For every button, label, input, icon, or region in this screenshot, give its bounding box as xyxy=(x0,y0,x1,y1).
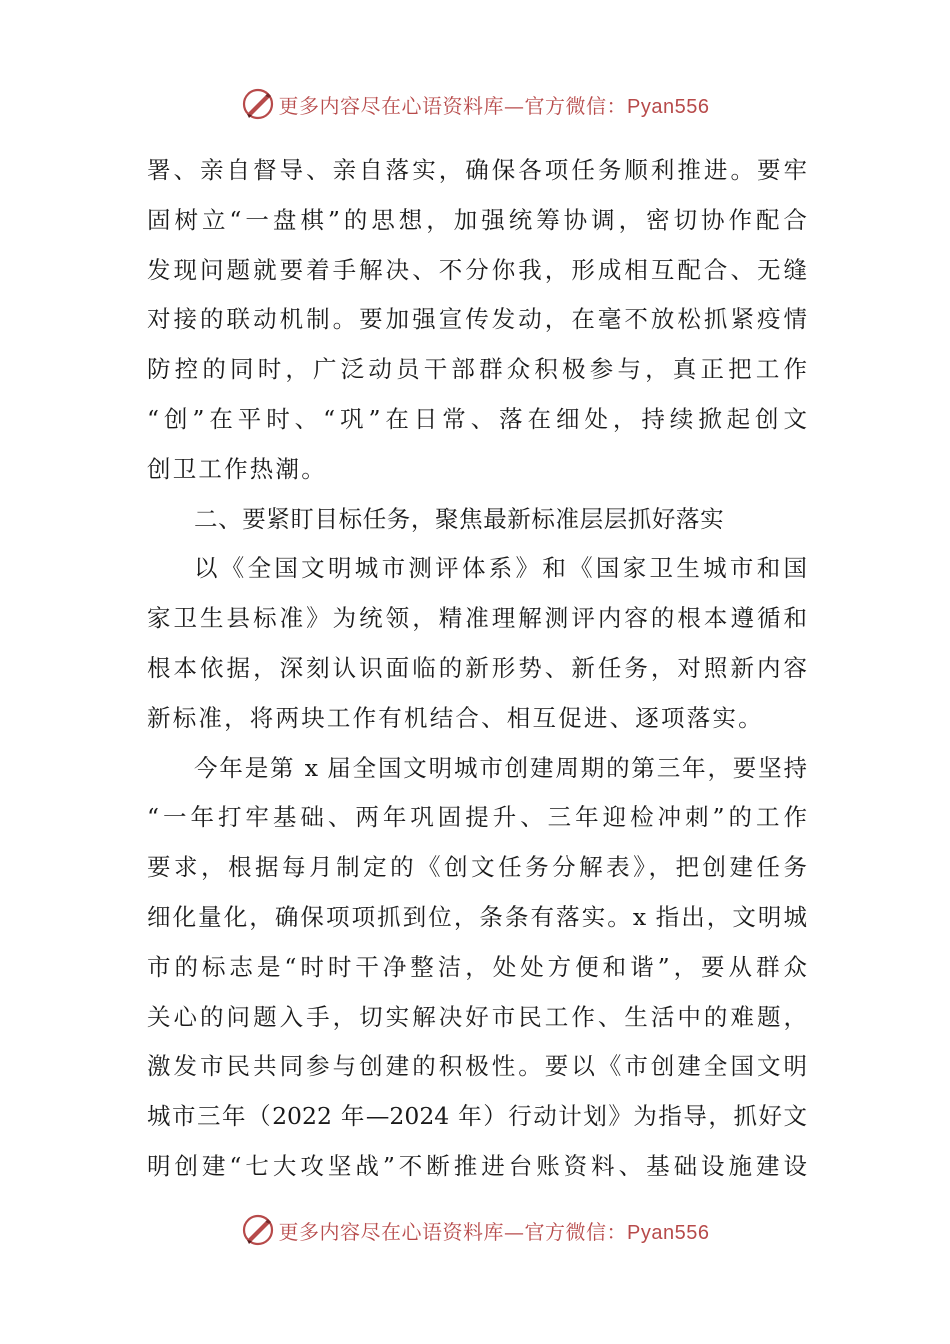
banner-text: 更多内容尽在心语资料库—官方微信：Pyan556 xyxy=(278,1219,710,1244)
text-line: 家卫生县标准》为统领，精准理解测评内容的根本遵循和 xyxy=(147,604,807,633)
text-line: 新标准，将两块工作有机结合、相互促进、逐项落实。 xyxy=(147,703,764,732)
document-body xyxy=(147,146,807,1192)
footer-watermark-banner xyxy=(0,1210,950,1250)
wechat-id: Pyan556 xyxy=(627,1221,710,1244)
text-line: 防控的同时，广泛动员干部群众积极参与，真正把工作 xyxy=(147,355,807,384)
text-line: 细化量化，确保项项抓到位，条条有落实。x 指出，文明城 xyxy=(147,902,807,931)
text-line: 对接的联动机制。要加强宣传发动，在毫不放松抓紧疫情 xyxy=(147,305,807,334)
section-heading: 二、要紧盯目标任务，聚焦最新标准层层抓好落实 xyxy=(194,504,725,533)
text-line: 根本依据，深刻认识面临的新形势、新任务，对照新内容 xyxy=(147,653,807,682)
text-line: 固树立“一盘棋”的思想，加强统筹协调，密切协作配合 xyxy=(147,205,807,234)
text-line: 今年是第 x 届全国文明城市创建周期的第三年，要坚持 xyxy=(194,753,807,782)
text-line: 创卫工作热潮。 xyxy=(147,454,327,483)
text-line: 激发市民共同参与创建的积极性。要以《市创建全国文明 xyxy=(147,1052,807,1081)
text-line: 明创建“七大攻坚战”不断推进台账资料、基础设施建设 xyxy=(147,1151,807,1180)
text-line: “创”在平时、“巩”在日常、落在细处，持续掀起创文 xyxy=(147,404,807,433)
text-line: 关心的问题入手，切实解决好市民工作、生活中的难题， xyxy=(147,1002,807,1031)
text-line: “一年打牢基础、两年巩固提升、三年迎检冲刺”的工作 xyxy=(147,803,807,832)
text-line: 以《全国文明城市测评体系》和《国家卫生城市和国 xyxy=(194,554,807,583)
header-watermark-banner xyxy=(0,84,950,124)
text-line: 市的标志是“时时干净整洁，处处方便和谐”，要从群众 xyxy=(147,952,807,981)
pen-logo-icon xyxy=(241,1213,275,1247)
text-line: 城市三年（2022 年—2024 年）行动计划》为指导，抓好文 xyxy=(147,1102,807,1131)
text-line: 发现问题就要着手解决、不分你我，形成相互配合、无缝 xyxy=(147,255,807,284)
banner-text: 更多内容尽在心语资料库—官方微信：Pyan556 xyxy=(278,93,710,118)
pen-logo-icon xyxy=(241,87,275,121)
text-line: 要求，根据每月制定的《创文任务分解表》，把创建任务 xyxy=(147,853,807,882)
text-line: 署、亲自督导、亲自落实，确保各项任务顺利推进。要牢 xyxy=(147,156,807,184)
wechat-id: Pyan556 xyxy=(627,95,710,118)
